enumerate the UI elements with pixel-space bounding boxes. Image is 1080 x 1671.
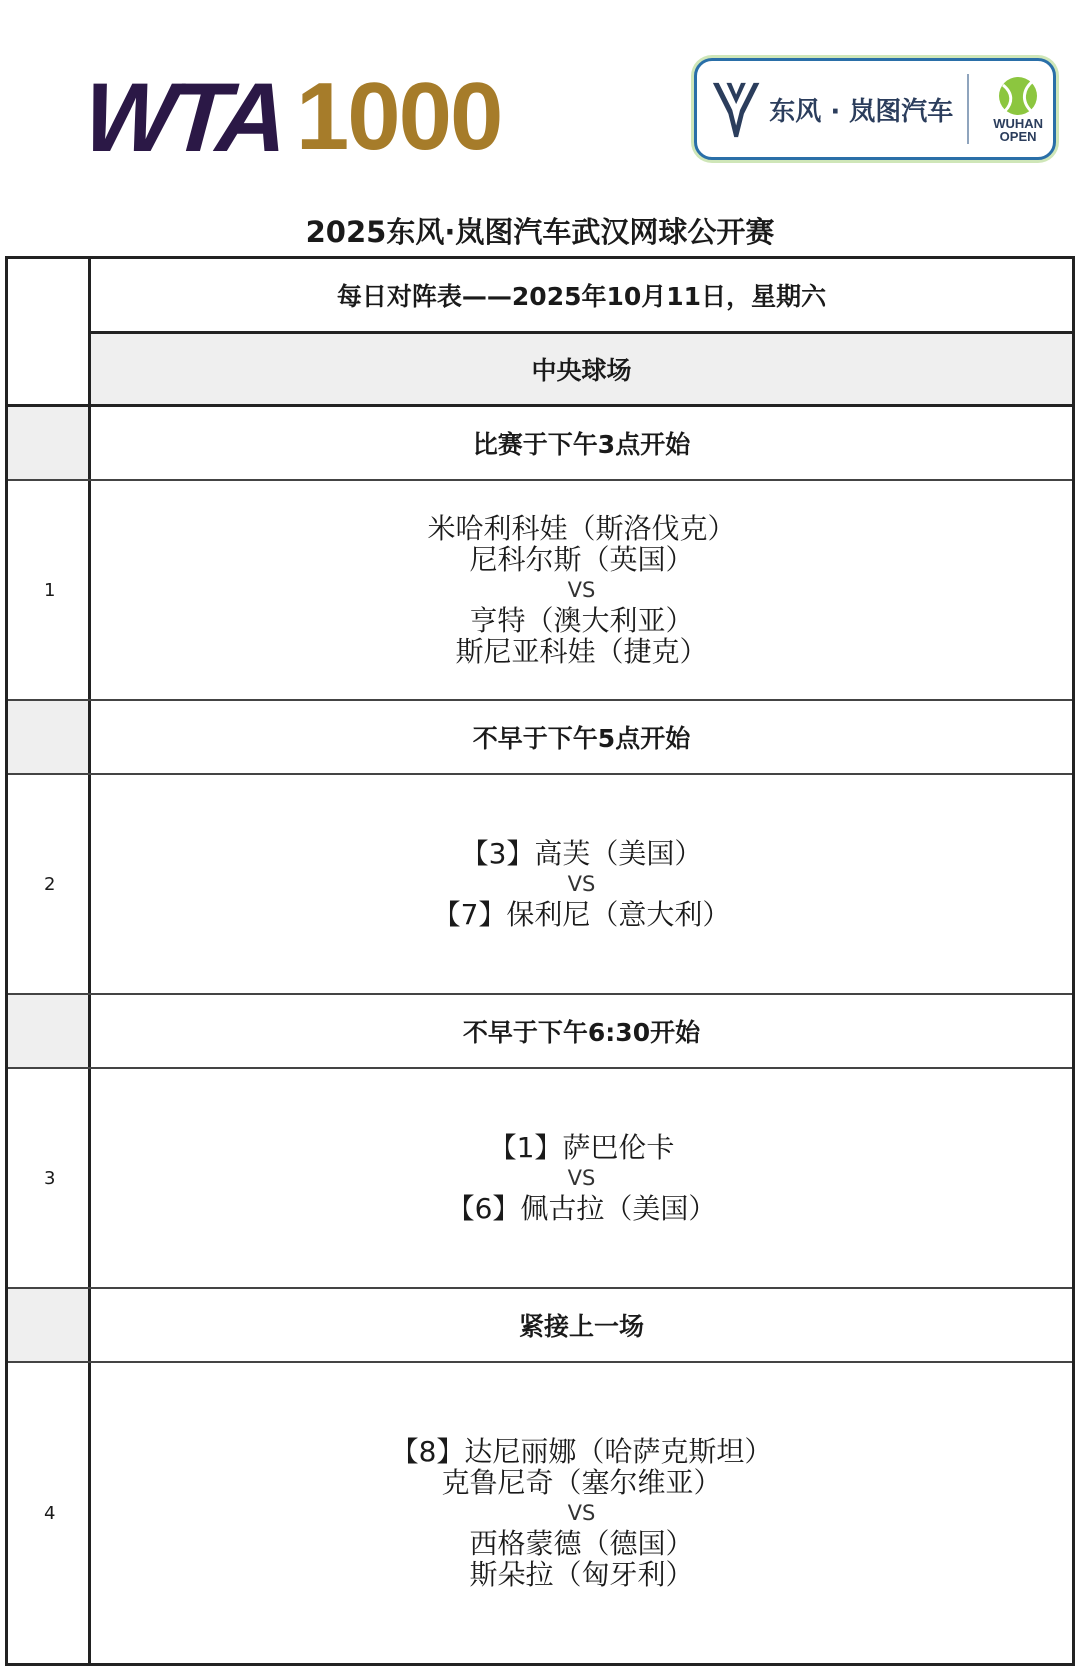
match-row xyxy=(8,775,1072,993)
match-row xyxy=(8,1069,1072,1287)
wta-logo-text: WTA xyxy=(80,62,286,172)
vs-label: VS xyxy=(567,872,596,896)
vs-label: VS xyxy=(567,578,596,602)
match-number: 1 xyxy=(8,481,91,699)
session-start-time: 紧接上一场 xyxy=(518,1312,644,1341)
player-name: 西格蒙德（德国） xyxy=(469,1527,694,1560)
match-cell xyxy=(91,775,1072,993)
time-row-left-cell xyxy=(8,1289,91,1361)
heading-right-cell xyxy=(91,259,1072,404)
session-time-row xyxy=(8,995,1072,1067)
player-name: 亨特（澳大利亚） xyxy=(469,604,694,637)
document-title: 2025东风·岚图汽车武汉网球公开赛 xyxy=(305,215,775,249)
time-row-left-cell xyxy=(8,995,91,1067)
wta-1000-logo xyxy=(80,62,502,172)
match-cell xyxy=(91,481,1072,699)
wuhan-open-line1: WUHAN xyxy=(993,116,1044,131)
player-name: 米哈利科娃（斯洛伐克） xyxy=(427,512,736,545)
wta-logo-number: 1000 xyxy=(295,63,502,170)
player-name: 【7】保利尼（意大利） xyxy=(432,898,731,931)
schedule-table xyxy=(5,256,1075,1666)
schedule-heading: 每日对阵表——2025年10月11日，星期六 xyxy=(336,282,827,311)
player-name: 【3】高芙（美国） xyxy=(460,837,703,870)
player-name: 【8】达尼丽娜（哈萨克斯坦） xyxy=(390,1435,773,1468)
session-start-time: 比赛于下午3点开始 xyxy=(472,430,691,459)
vs-label: VS xyxy=(567,1501,596,1525)
match-number: 4 xyxy=(8,1363,91,1663)
time-row-left-cell xyxy=(8,407,91,479)
session-start-time: 不早于下午5点开始 xyxy=(472,724,691,753)
session-time-row xyxy=(8,407,1072,479)
session-time-row xyxy=(8,1289,1072,1361)
match-number: 3 xyxy=(8,1069,91,1287)
match-cell xyxy=(91,1069,1072,1287)
player-name: 尼科尔斯（英国） xyxy=(469,543,694,576)
wuhan-open-logo xyxy=(983,75,1053,143)
session-time-row xyxy=(8,701,1072,773)
player-name: 【6】佩古拉（美国） xyxy=(446,1192,717,1225)
heading-left-cell xyxy=(8,259,91,404)
table-heading-block xyxy=(8,259,1072,404)
match-row xyxy=(8,481,1072,699)
match-row xyxy=(8,1363,1072,1663)
player-name: 斯朵拉（匈牙利） xyxy=(469,1558,694,1591)
player-name: 克鲁尼奇（塞尔维亚） xyxy=(441,1466,722,1499)
match-number: 2 xyxy=(8,775,91,993)
time-row-left-cell xyxy=(8,701,91,773)
vs-label: VS xyxy=(567,1166,596,1190)
sponsor-logo xyxy=(694,58,1056,160)
session-start-time: 不早于下午6:30开始 xyxy=(462,1018,701,1047)
voyah-mark-icon xyxy=(709,74,763,144)
wuhan-open-line2: OPEN xyxy=(999,129,1037,144)
sponsor-divider xyxy=(967,74,969,144)
player-name: 【1】萨巴伦卡 xyxy=(488,1131,675,1164)
tennis-ball-icon xyxy=(997,75,1039,117)
match-cell xyxy=(91,1363,1072,1663)
court-name: 中央球场 xyxy=(91,334,1072,404)
player-name: 斯尼亚科娃（捷克） xyxy=(455,635,708,668)
sponsor-brand-name: 东风 · 岚图汽车 xyxy=(769,96,954,127)
